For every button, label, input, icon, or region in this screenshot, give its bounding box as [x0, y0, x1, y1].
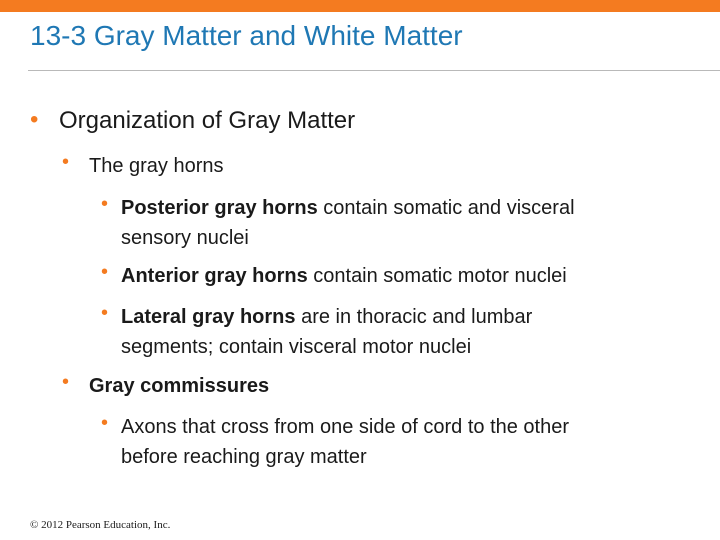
bullet-icon: • [101, 193, 109, 215]
bullet-icon: • [62, 151, 70, 173]
bullet-icon: • [62, 371, 70, 393]
lateral-text: are in thoracic and lumbar [295, 306, 533, 328]
bullet-icon: • [101, 412, 109, 434]
copyright-footer: © 2012 Pearson Education, Inc. [30, 519, 171, 531]
anterior-text: contain somatic motor nuclei [307, 265, 567, 287]
anterior-term: Anterior gray horns [121, 265, 308, 287]
slide-title: 13-3 Gray Matter and White Matter [30, 20, 463, 51]
heading-organization: Organization of Gray Matter [59, 107, 356, 134]
item-gray-commissures: Gray commissures [89, 375, 270, 397]
bullet-icon: • [101, 302, 109, 324]
bullet-icon: • [30, 106, 39, 133]
axons-text-line2: before reaching gray matter [121, 446, 367, 468]
item-posterior-horns [121, 193, 575, 253]
posterior-text: contain somatic and visceral [317, 197, 575, 219]
item-lateral-horns [121, 302, 532, 362]
top-accent-bar [0, 0, 720, 12]
axons-text: Axons that cross from one side of cord to the other [121, 416, 570, 438]
item-gray-horns: The gray horns [89, 155, 224, 177]
lateral-text-line2: segments; contain visceral motor nuclei [121, 336, 472, 358]
lateral-term: Lateral gray horns [121, 306, 296, 328]
bullet-icon: • [101, 261, 109, 283]
item-axons [121, 412, 569, 472]
posterior-term: Posterior gray horns [121, 197, 318, 219]
item-anterior-horns [121, 261, 567, 291]
posterior-text-line2: sensory nuclei [121, 227, 249, 249]
title-divider [28, 70, 720, 71]
